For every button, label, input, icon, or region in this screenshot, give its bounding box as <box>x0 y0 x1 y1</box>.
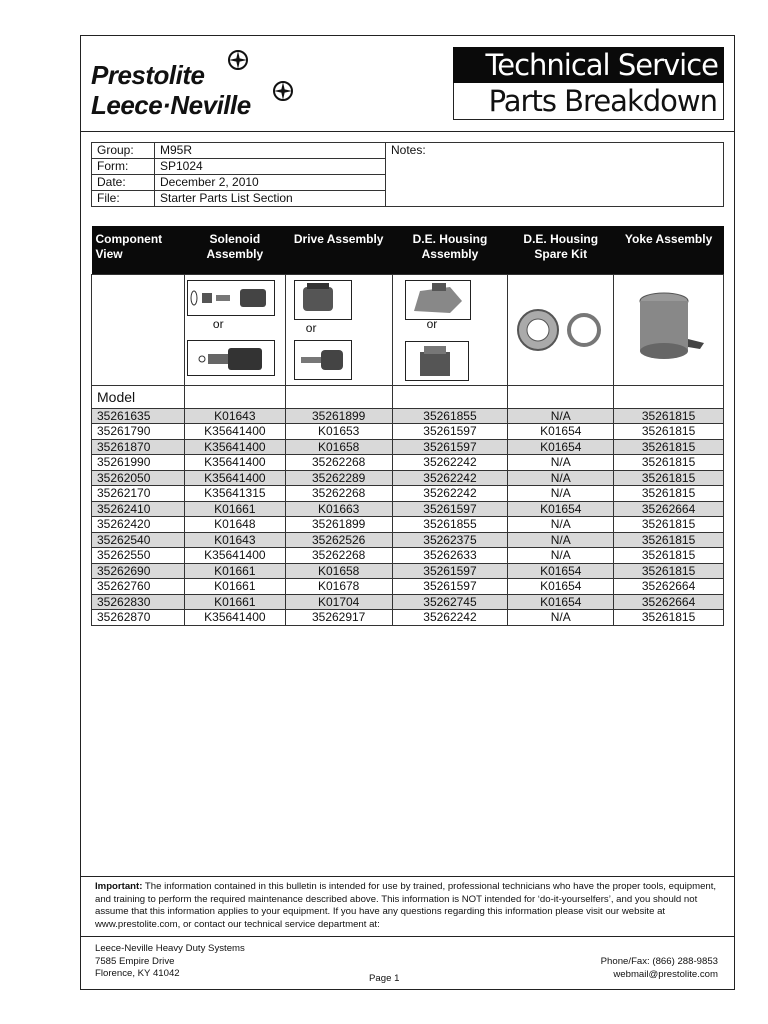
table-cell: 35262870 <box>92 610 185 626</box>
table-cell: 35262375 <box>392 532 508 548</box>
table-cell: N/A <box>508 486 614 502</box>
table-cell: 35262420 <box>92 517 185 533</box>
model-label: Model <box>92 385 185 408</box>
table-cell: 35261815 <box>614 439 724 455</box>
starburst-icon <box>226 48 250 72</box>
drive-photo-2 <box>294 340 352 380</box>
table-row <box>92 455 724 471</box>
table-cell: N/A <box>508 517 614 533</box>
table-cell: K01654 <box>508 439 614 455</box>
table-cell: K01658 <box>285 439 392 455</box>
table-cell: K01643 <box>184 532 285 548</box>
de-spare-kit-images <box>508 274 614 385</box>
address-line: Leece-Neville Heavy Duty Systems <box>95 943 245 954</box>
table-cell: K01648 <box>184 517 285 533</box>
divider <box>81 131 734 132</box>
table-cell: 35262540 <box>92 532 185 548</box>
or-label: or <box>426 316 438 331</box>
company-logo <box>91 48 331 138</box>
blank-cell <box>92 274 185 385</box>
table-cell: 35262050 <box>92 470 185 486</box>
table-cell: 35261597 <box>392 424 508 440</box>
table-cell: N/A <box>508 408 614 424</box>
table-cell: K01704 <box>285 594 392 610</box>
table-row <box>92 563 724 579</box>
table-cell: 35262633 <box>392 548 508 564</box>
info-table <box>91 142 724 207</box>
blank-cell <box>285 385 392 408</box>
table-cell: 35261990 <box>92 455 185 471</box>
table-cell: K01661 <box>184 563 285 579</box>
table-cell: 35261899 <box>285 408 392 424</box>
table-cell: 35261815 <box>614 486 724 502</box>
phone-fax: Phone/Fax: (866) 288-9853 <box>600 956 718 967</box>
table-row <box>92 439 724 455</box>
table-cell: 35262830 <box>92 594 185 610</box>
table-row <box>92 594 724 610</box>
table-cell: 35261815 <box>614 455 724 471</box>
table-cell: 35261815 <box>614 548 724 564</box>
table-cell: 35262268 <box>285 548 392 564</box>
table-cell: N/A <box>508 470 614 486</box>
de-housing-part-image <box>406 342 468 380</box>
table-cell: 35261815 <box>614 517 724 533</box>
email-address: webmail@prestolite.com <box>613 968 718 980</box>
table-cell: K01654 <box>508 501 614 517</box>
solenoid-photo-2 <box>187 340 275 376</box>
table-cell: 35262170 <box>92 486 185 502</box>
table-cell: 35261855 <box>392 408 508 424</box>
table-cell: 35262410 <box>92 501 185 517</box>
table-cell: 35261815 <box>614 424 724 440</box>
table-row <box>92 486 724 502</box>
table-row <box>92 579 724 595</box>
de-housing-photo-2 <box>405 341 469 381</box>
table-row <box>92 610 724 626</box>
table-row <box>92 470 724 486</box>
blank-cell <box>614 385 724 408</box>
spare-kit-part-image <box>514 305 604 355</box>
table-cell: K35641400 <box>184 455 285 471</box>
table-cell: K01654 <box>508 563 614 579</box>
table-cell: 35262664 <box>614 579 724 595</box>
parts-table <box>91 226 724 626</box>
blank-cell <box>392 385 508 408</box>
starburst-icon <box>271 79 295 103</box>
date-label: Date: <box>92 175 155 191</box>
technical-service-title: Technical Service <box>453 47 724 83</box>
images-row <box>92 274 724 385</box>
logo-prestolite: Prestolite <box>91 60 205 90</box>
file-label: File: <box>92 191 155 207</box>
col-header: Component View <box>92 226 185 274</box>
table-cell: K01643 <box>184 408 285 424</box>
col-header: D.E. Housing Spare Kit <box>508 226 614 274</box>
logo-leece-neville: Leece·Neville <box>91 90 251 120</box>
table-cell: 35262268 <box>285 486 392 502</box>
or-label: or <box>212 316 224 331</box>
file-value: Starter Parts List Section <box>155 191 386 207</box>
header-row <box>92 226 724 274</box>
table-cell: K01654 <box>508 594 614 610</box>
table-row <box>92 548 724 564</box>
table-cell: 35262917 <box>285 610 392 626</box>
table-cell: K35641400 <box>184 424 285 440</box>
important-text: The information contained in this bulletin is intended for use by trained, professional technicians who have the proper tools, equipment, and training to perform the required maintenance described above. This information is NOT intended for ‘do-it-yourselfers’, and you should not assume that this information applies to your equipment. If you have any questions regarding this information please visit our website at www.prestolite.com, or contact our technical service department at: <box>95 881 717 930</box>
table-cell: 35261815 <box>614 532 724 548</box>
de-housing-photo-1 <box>405 280 471 320</box>
table-row <box>92 532 724 548</box>
col-header: D.E. Housing Assembly <box>392 226 508 274</box>
table-row <box>92 424 724 440</box>
table-cell: 35261790 <box>92 424 185 440</box>
table-cell: 35261597 <box>392 579 508 595</box>
parts-rows <box>92 408 724 625</box>
notes-label: Notes: <box>391 143 426 157</box>
table-cell: K01678 <box>285 579 392 595</box>
form-label: Form: <box>92 159 155 175</box>
contact-block <box>601 956 718 981</box>
de-housing-part-image <box>406 281 470 319</box>
table-cell: 35261815 <box>614 470 724 486</box>
table-cell: K01661 <box>184 579 285 595</box>
table-cell: 35262242 <box>392 455 508 471</box>
table-cell: 35261597 <box>392 563 508 579</box>
table-cell: K35641400 <box>184 470 285 486</box>
table-cell: 35261815 <box>614 610 724 626</box>
table-cell: K35641400 <box>184 548 285 564</box>
title-box <box>453 47 724 121</box>
table-cell: 35262289 <box>285 470 392 486</box>
table-cell: 35262664 <box>614 594 724 610</box>
table-cell: 35262526 <box>285 532 392 548</box>
table-cell: K01658 <box>285 563 392 579</box>
table-cell: 35262550 <box>92 548 185 564</box>
table-cell: 35261855 <box>392 517 508 533</box>
address-block <box>95 943 245 981</box>
drive-images <box>285 274 392 385</box>
table-cell: K01654 <box>508 579 614 595</box>
table-cell: 35262760 <box>92 579 185 595</box>
yoke-images <box>614 274 724 385</box>
group-value: M95R <box>155 143 386 159</box>
table-row <box>92 517 724 533</box>
date-value: December 2, 2010 <box>155 175 386 191</box>
col-header: Solenoid Assembly <box>184 226 285 274</box>
table-cell: 35261597 <box>392 439 508 455</box>
solenoid-images <box>184 274 285 385</box>
table-cell: 35262745 <box>392 594 508 610</box>
parts-breakdown-title: Parts Breakdown <box>453 83 724 120</box>
blank-cell <box>184 385 285 408</box>
table-cell: K01654 <box>508 424 614 440</box>
table-row <box>92 408 724 424</box>
table-cell: 35262268 <box>285 455 392 471</box>
table-cell: 35261870 <box>92 439 185 455</box>
table-cell: K35641315 <box>184 486 285 502</box>
form-value: SP1024 <box>155 159 386 175</box>
table-cell: N/A <box>508 610 614 626</box>
table-cell: 35262242 <box>392 486 508 502</box>
table-cell: K35641400 <box>184 439 285 455</box>
table-cell: K01661 <box>184 594 285 610</box>
or-label: or <box>305 320 317 335</box>
blank-cell <box>508 385 614 408</box>
solenoid-part-image <box>188 341 274 375</box>
group-label: Group: <box>92 143 155 159</box>
table-cell: N/A <box>508 548 614 564</box>
drive-part-image <box>295 281 351 319</box>
important-label: Important: <box>95 881 143 892</box>
yoke-part-image <box>634 289 710 369</box>
address-line: 7585 Empire Drive <box>95 955 175 967</box>
table-cell: K01661 <box>184 501 285 517</box>
de-housing-images <box>392 274 508 385</box>
model-row <box>92 385 724 408</box>
table-cell: 35262242 <box>392 610 508 626</box>
divider <box>81 936 734 937</box>
table-cell: 35262690 <box>92 563 185 579</box>
table-cell: 35261899 <box>285 517 392 533</box>
table-cell: K01663 <box>285 501 392 517</box>
solenoid-photo-1 <box>187 280 275 316</box>
document-sheet <box>80 35 735 990</box>
table-cell: N/A <box>508 455 614 471</box>
table-row <box>92 501 724 517</box>
table-cell: 35261815 <box>614 408 724 424</box>
solenoid-part-image <box>188 281 274 315</box>
table-cell: K35641400 <box>184 610 285 626</box>
address-line: Florence, KY 41042 <box>95 968 180 980</box>
page-number: Page 1 <box>369 973 400 984</box>
table-cell: 35261635 <box>92 408 185 424</box>
table-cell: K01653 <box>285 424 392 440</box>
notes-cell <box>386 143 724 207</box>
table-cell: 35261597 <box>392 501 508 517</box>
table-cell: 35261815 <box>614 563 724 579</box>
table-cell: 35262664 <box>614 501 724 517</box>
drive-part-image <box>295 341 351 379</box>
table-cell: 35262242 <box>392 470 508 486</box>
divider <box>81 876 734 877</box>
drive-photo-1 <box>294 280 352 320</box>
important-notice <box>95 881 720 931</box>
col-header: Drive Assembly <box>285 226 392 274</box>
table-cell: N/A <box>508 532 614 548</box>
col-header: Yoke Assembly <box>614 226 724 274</box>
